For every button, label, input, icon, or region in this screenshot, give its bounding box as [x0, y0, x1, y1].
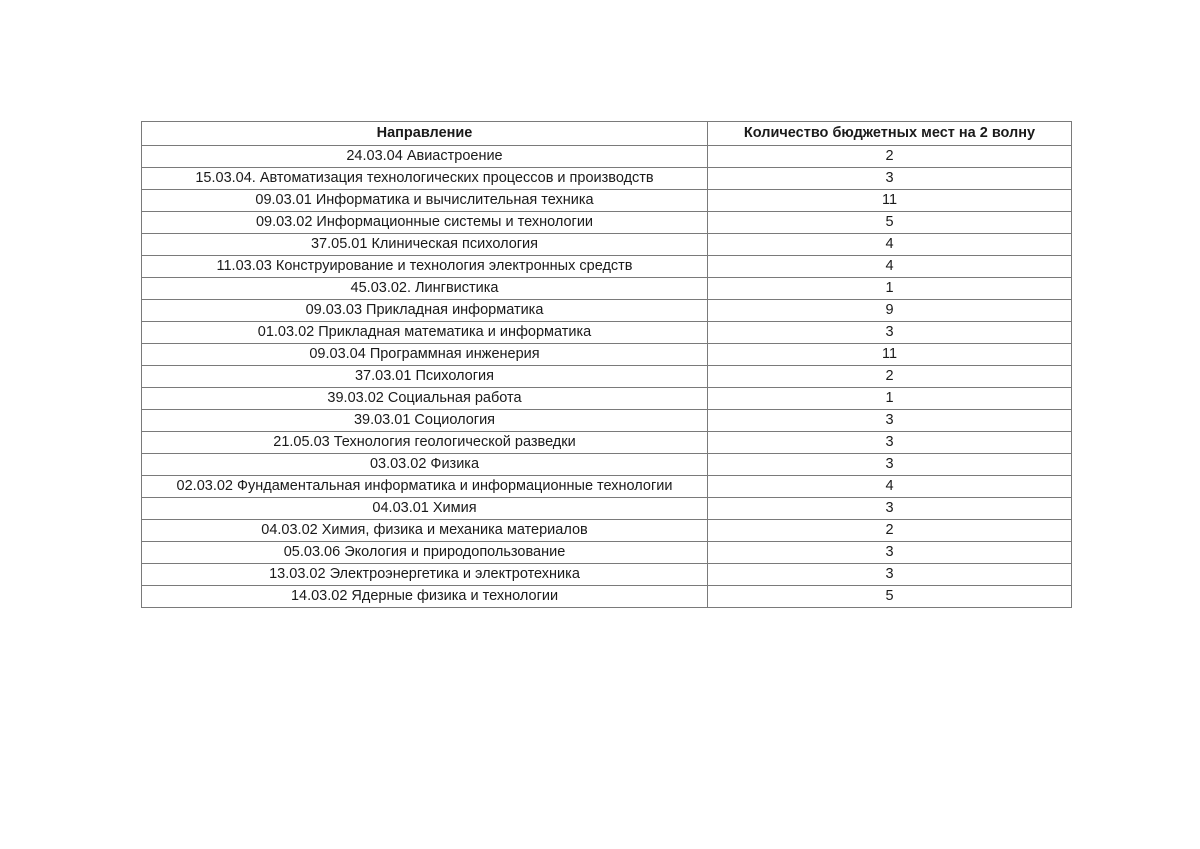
header-seats: Количество бюджетных мест на 2 волну — [708, 122, 1072, 146]
table-row — [142, 256, 1072, 278]
cell-direction: 09.03.01 Информатика и вычислительная техника — [142, 190, 708, 212]
cell-direction: 13.03.02 Электроэнергетика и электротехника — [142, 564, 708, 586]
cell-seats: 9 — [708, 300, 1072, 322]
cell-seats: 1 — [708, 388, 1072, 410]
cell-direction: 09.03.03 Прикладная информатика — [142, 300, 708, 322]
cell-seats: 3 — [708, 322, 1072, 344]
cell-direction: 45.03.02. Лингвистика — [142, 278, 708, 300]
table-row — [142, 520, 1072, 542]
table-row — [142, 300, 1072, 322]
cell-seats: 3 — [708, 542, 1072, 564]
table-body — [142, 146, 1072, 608]
cell-seats: 4 — [708, 234, 1072, 256]
table-row — [142, 432, 1072, 454]
table-row — [142, 410, 1072, 432]
table-row — [142, 190, 1072, 212]
cell-seats: 3 — [708, 410, 1072, 432]
cell-direction: 37.03.01 Психология — [142, 366, 708, 388]
cell-seats: 3 — [708, 432, 1072, 454]
cell-direction: 24.03.04 Авиастроение — [142, 146, 708, 168]
table-row — [142, 212, 1072, 234]
cell-direction: 39.03.02 Социальная работа — [142, 388, 708, 410]
cell-direction: 15.03.04. Автоматизация технологических процессов и производств — [142, 168, 708, 190]
table-row — [142, 146, 1072, 168]
table-row — [142, 564, 1072, 586]
cell-seats: 2 — [708, 146, 1072, 168]
cell-direction: 14.03.02 Ядерные физика и технологии — [142, 586, 708, 608]
cell-direction: 01.03.02 Прикладная математика и информатика — [142, 322, 708, 344]
cell-seats: 11 — [708, 190, 1072, 212]
cell-direction: 37.05.01 Клиническая психология — [142, 234, 708, 256]
table-header-row — [142, 122, 1072, 146]
cell-direction: 02.03.02 Фундаментальная информатика и информационные технологии — [142, 476, 708, 498]
cell-seats: 3 — [708, 498, 1072, 520]
table-row — [142, 366, 1072, 388]
table-row — [142, 454, 1072, 476]
cell-seats: 5 — [708, 212, 1072, 234]
table-row — [142, 278, 1072, 300]
cell-seats: 3 — [708, 564, 1072, 586]
cell-seats: 11 — [708, 344, 1072, 366]
cell-direction: 11.03.03 Конструирование и технология электронных средств — [142, 256, 708, 278]
table-row — [142, 344, 1072, 366]
table-row — [142, 542, 1072, 564]
cell-seats: 1 — [708, 278, 1072, 300]
cell-seats: 2 — [708, 520, 1072, 542]
cell-direction: 39.03.01 Социология — [142, 410, 708, 432]
cell-seats: 2 — [708, 366, 1072, 388]
cell-direction: 21.05.03 Технология геологической разведки — [142, 432, 708, 454]
cell-seats: 4 — [708, 476, 1072, 498]
table-row — [142, 234, 1072, 256]
cell-direction: 05.03.06 Экология и природопользование — [142, 542, 708, 564]
cell-seats: 3 — [708, 168, 1072, 190]
cell-direction: 09.03.02 Информационные системы и технологии — [142, 212, 708, 234]
budget-seats-table — [141, 121, 1072, 608]
cell-direction: 04.03.01 Химия — [142, 498, 708, 520]
table-row — [142, 476, 1072, 498]
table-row — [142, 388, 1072, 410]
table-row — [142, 586, 1072, 608]
cell-direction: 03.03.02 Физика — [142, 454, 708, 476]
cell-seats: 4 — [708, 256, 1072, 278]
cell-seats: 5 — [708, 586, 1072, 608]
cell-direction: 09.03.04 Программная инженерия — [142, 344, 708, 366]
header-direction: Направление — [142, 122, 708, 146]
cell-direction: 04.03.02 Химия, физика и механика материалов — [142, 520, 708, 542]
cell-seats: 3 — [708, 454, 1072, 476]
table-row — [142, 168, 1072, 190]
table-row — [142, 498, 1072, 520]
table-row — [142, 322, 1072, 344]
